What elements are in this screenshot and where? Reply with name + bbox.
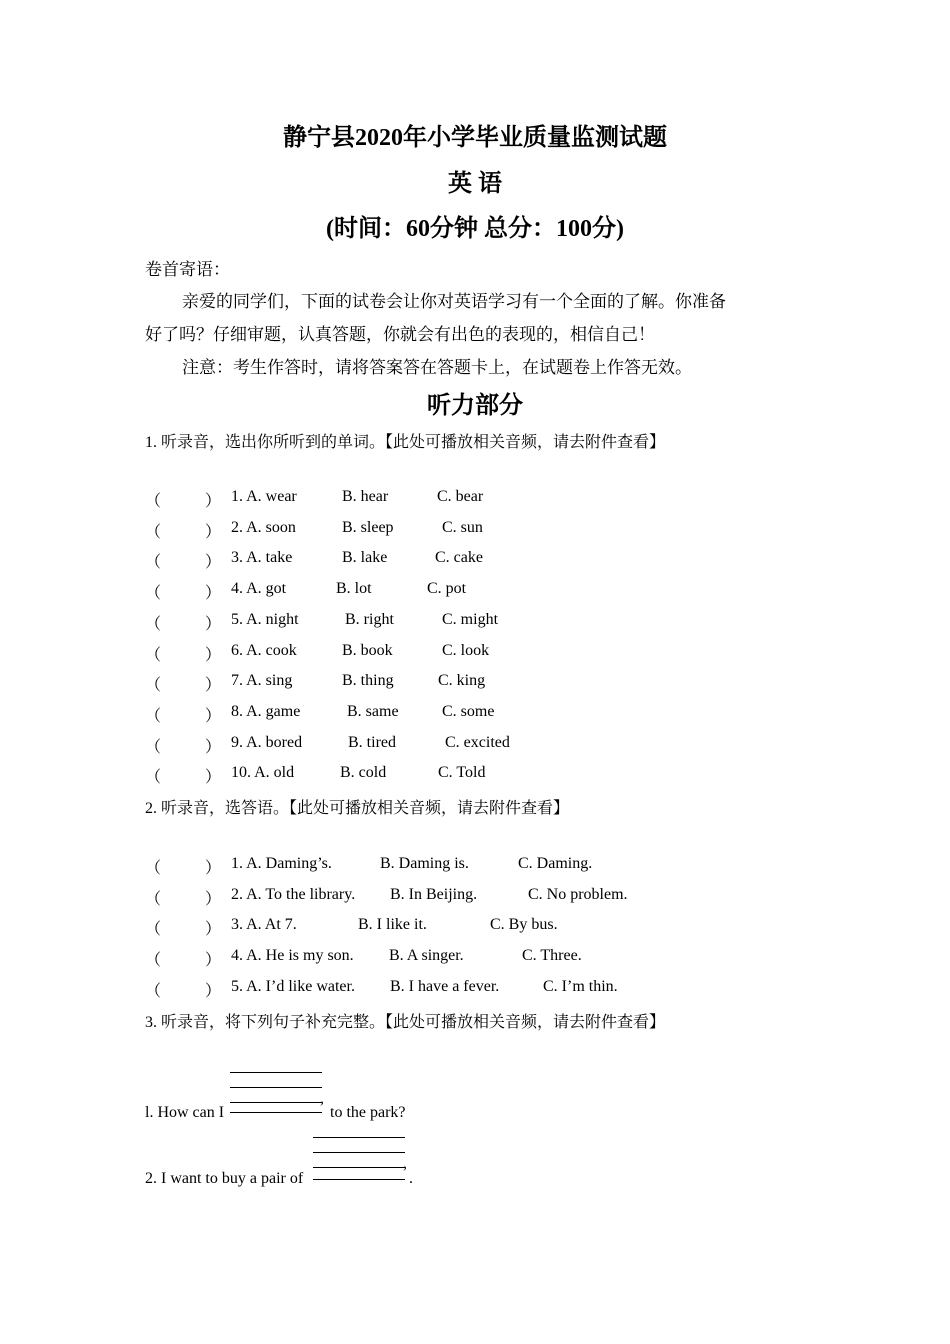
part1-row (0, 672, 950, 694)
part2-row (0, 916, 950, 938)
intro-note: 注意：考生作答时，请将答案答在答题卡上，在试题卷上作答无效。 (182, 358, 692, 377)
part1-row (0, 580, 950, 602)
option-a: 5. A. I’d like water. (231, 977, 355, 995)
intro-label: 卷首寄语： (145, 260, 230, 279)
answer-paren-close: ） (205, 921, 222, 939)
option-a: 1. A. wear (231, 488, 297, 505)
part1-row (0, 734, 950, 756)
option-a: 2. A. To the library. (231, 885, 356, 903)
option-b: B. I have a fever. (390, 977, 500, 995)
option-a: 8. A. game (231, 702, 301, 720)
part1-row (0, 549, 950, 571)
answer-paren-close: ） (205, 615, 222, 633)
option-b: B. Daming is. (380, 855, 469, 872)
sentence-1-blank[interactable] (230, 1112, 322, 1113)
answer-paren-open[interactable]: （ (145, 921, 162, 939)
option-a: 3. A. take (231, 549, 293, 567)
option-c: C. pot (427, 580, 467, 598)
option-a: 4. A. got (231, 580, 287, 598)
part1-row (0, 611, 950, 633)
answer-paren-open[interactable]: （ (145, 738, 162, 756)
answer-paren-close: ） (205, 890, 222, 908)
option-c: C. might (442, 610, 499, 628)
option-b: B. book (342, 641, 393, 659)
answer-lines-1 (230, 1072, 322, 1117)
answer-paren-open[interactable]: （ (145, 585, 162, 603)
answer-paren-close: ） (205, 493, 222, 510)
option-a: 6. A. cook (231, 641, 297, 659)
option-c: C. By bus. (490, 916, 558, 934)
option-c: C. excited (445, 733, 510, 751)
answer-paren-open[interactable]: （ (145, 554, 162, 572)
answer-paren-open[interactable]: （ (145, 646, 162, 664)
sentence-2-end: . (409, 1170, 413, 1187)
part1-instruction: 1. 听录音，选出你所听到的单词。【此处可播放相关音频，请去附件查看】 (145, 434, 666, 451)
option-c: C. sun (442, 518, 483, 536)
part1-row (0, 703, 950, 725)
answer-paren-close: ） (205, 982, 222, 1000)
sentence-1-end: to the park? (330, 1104, 406, 1121)
part1-row (0, 642, 950, 664)
sentence-2-start: 2. I want to buy a pair of (145, 1170, 304, 1187)
answer-paren-close: ） (205, 523, 222, 541)
option-b: B. sleep (342, 518, 394, 536)
part1-row (0, 488, 950, 510)
answer-paren-open[interactable]: （ (145, 769, 162, 787)
option-b: B. cold (340, 764, 387, 782)
option-a: 3. A. At 7. (231, 916, 297, 934)
intro-paragraph-line2: 好了吗？仔细审题，认真答题，你就会有出色的表现的，相信自己！ (145, 325, 655, 344)
time-info: (时间：60分钟 总分：100分) (326, 216, 624, 242)
sentence-2-blank[interactable] (313, 1179, 405, 1180)
option-c: C. Three. (522, 947, 582, 965)
option-b: B. hear (342, 488, 389, 505)
option-c: C. bear (437, 488, 484, 505)
option-a: 5. A. night (231, 610, 299, 628)
part2-row (0, 978, 950, 1000)
answer-paren-open[interactable]: （ (145, 952, 162, 970)
answer-paren-open[interactable]: （ (145, 707, 162, 725)
part2-row (0, 855, 950, 877)
option-b: B. A singer. (389, 947, 464, 965)
answer-paren-open[interactable]: （ (145, 615, 162, 633)
sentence-1-start: l. How can I (145, 1104, 225, 1121)
answer-paren-close: ） (205, 677, 222, 695)
option-a: 2. A. soon (231, 518, 296, 536)
option-b: B. tired (348, 733, 396, 751)
option-a: 1. A. Daming’s. (231, 855, 332, 872)
option-b: B. right (345, 610, 394, 628)
option-b: B. lake (342, 549, 388, 567)
answer-lines-2 (313, 1137, 405, 1182)
answer-paren-close: ） (205, 860, 222, 877)
part1-row (0, 519, 950, 541)
answer-paren-close: ） (205, 554, 222, 572)
option-c: C. I’m thin. (543, 977, 618, 995)
option-b: B. In Beijing. (390, 885, 478, 903)
answer-paren-open[interactable]: （ (145, 493, 162, 510)
section-title: 听力部分 (427, 393, 523, 419)
option-a: 7. A. sing (231, 672, 293, 690)
option-c: C. some (442, 702, 495, 720)
option-b: B. lot (336, 580, 372, 598)
option-b: B. I like it. (358, 916, 427, 934)
option-c: C. look (442, 641, 490, 659)
comma-1: , (320, 1090, 324, 1107)
option-c: C. Told (438, 764, 486, 782)
option-c: C. Daming. (518, 855, 593, 872)
answer-paren-close: ） (205, 952, 222, 970)
answer-paren-open[interactable]: （ (145, 523, 162, 541)
part2-row (0, 947, 950, 969)
option-b: B. same (347, 702, 399, 720)
answer-paren-open[interactable]: （ (145, 677, 162, 695)
part2-instruction: 2. 听录音，选答语。【此处可播放相关音频，请去附件查看】 (145, 800, 570, 817)
part3-instruction: 3. 听录音，将下列句子补充完整。【此处可播放相关音频，请去附件查看】 (145, 1014, 666, 1031)
intro-paragraph-line1: 亲爱的同学们，下面的试卷会让你对英语学习有一个全面的了解。你准备 (182, 292, 726, 311)
subject-title: 英 语 (448, 171, 502, 197)
option-a: 10. A. old (231, 764, 295, 782)
option-a: 9. A. bored (231, 733, 303, 751)
answer-paren-close: ） (205, 738, 222, 756)
option-c: C. No problem. (528, 885, 628, 903)
option-c: C. king (438, 672, 486, 690)
answer-paren-open[interactable]: （ (145, 890, 162, 908)
answer-paren-close: ） (205, 646, 222, 664)
exam-title: 静宁县2020年小学毕业质量监测试题 (283, 125, 667, 151)
option-a: 4. A. He is my son. (231, 947, 354, 965)
answer-paren-open[interactable]: （ (145, 982, 162, 1000)
answer-paren-close: ） (205, 585, 222, 603)
part2-row (0, 886, 950, 908)
part1-row (0, 764, 950, 786)
comma-2: , (403, 1155, 407, 1172)
answer-paren-close: ） (205, 707, 222, 725)
answer-paren-open[interactable]: （ (145, 860, 162, 877)
option-c: C. cake (435, 549, 483, 567)
option-b: B. thing (342, 672, 394, 690)
answer-paren-close: ） (205, 769, 222, 787)
